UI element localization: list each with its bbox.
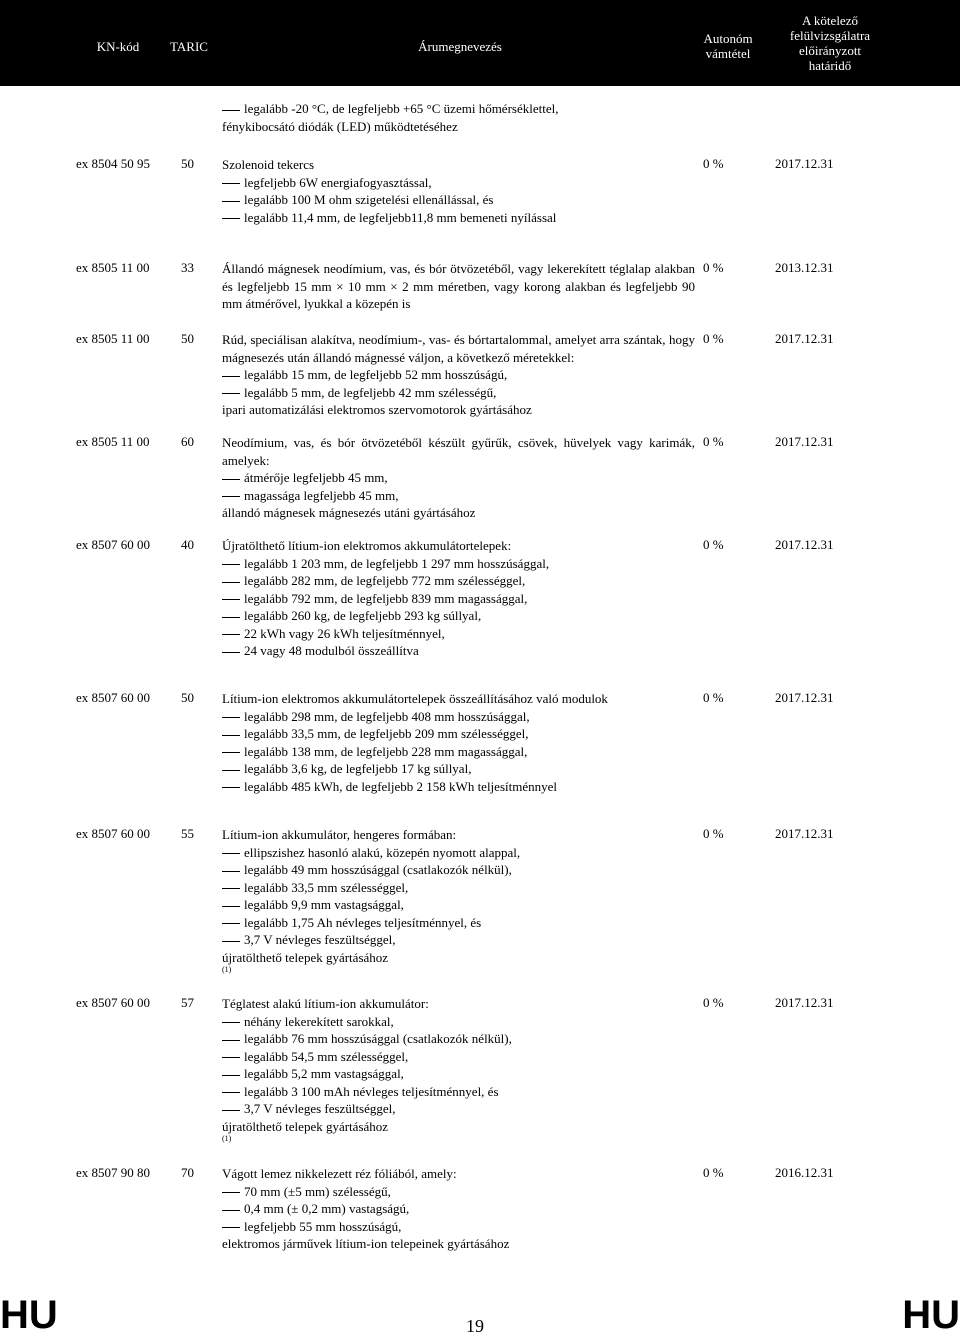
taric-code: 70 <box>181 1165 194 1180</box>
list-item <box>222 642 695 660</box>
review-date: 2017.12.31 <box>775 331 834 346</box>
header-taric: TARIC <box>170 39 208 54</box>
list-item <box>222 469 695 487</box>
dash-icon <box>222 787 240 788</box>
header-autonom-line: Autonóm <box>703 31 753 46</box>
review-date: 2017.12.31 <box>775 537 834 552</box>
taric-code: 60 <box>181 434 194 449</box>
list-item <box>222 607 695 625</box>
list-item-text: ellipszishez hasonló alakú, közepén nyomott alappal, <box>244 844 521 860</box>
dash-icon <box>222 735 240 736</box>
dash-icon <box>222 888 240 889</box>
list-item <box>222 100 692 118</box>
dash-icon <box>222 1210 240 1211</box>
dash-icon <box>222 1192 240 1193</box>
review-date: 2017.12.31 <box>775 690 834 705</box>
dash-icon <box>222 393 240 394</box>
list-item-text: legalább 282 mm, de legfeljebb 772 mm szélességgel, <box>244 573 526 588</box>
language-code-right: HU <box>902 1293 960 1337</box>
kn-code: ex 8507 90 80 <box>76 1165 151 1180</box>
description-outro: elektromos járművek lítium-ion telepeinek gyártásához <box>222 1236 510 1251</box>
description-intro: Szolenoid tekercs <box>222 157 315 172</box>
autonomous-rate: 0 % <box>703 826 724 841</box>
dash-icon <box>222 853 240 854</box>
description <box>222 156 695 226</box>
list-item <box>222 191 695 209</box>
dash-icon <box>222 1057 240 1058</box>
list-item <box>222 209 695 227</box>
dash-icon <box>222 752 240 753</box>
description <box>222 260 695 313</box>
list-item-text: legalább 76 mm hosszúsággal (csatlakozók nélkül), <box>244 1031 512 1046</box>
list-item-text: legalább 9,9 mm vastagsággal, <box>244 897 404 912</box>
header-autonom-line: vámtétel <box>705 46 751 61</box>
kn-code: ex 8507 60 00 <box>76 690 151 705</box>
list-item <box>222 931 695 949</box>
list-item-text: 70 mm (±5 mm) szélességű, <box>244 1183 391 1199</box>
dash-icon <box>222 717 240 718</box>
list-item-text: legalább 11,4 mm, de legfeljebb11,8 mm bemeneti nyílással <box>244 209 557 225</box>
list-item <box>222 743 695 761</box>
dash-icon <box>222 1092 240 1093</box>
taric-code: 50 <box>181 331 194 346</box>
list-item-text: 3,7 V névleges feszültséggel, <box>244 932 396 947</box>
description <box>222 1165 695 1253</box>
list-item <box>222 384 695 402</box>
kn-code: ex 8505 11 00 <box>76 434 150 449</box>
list-item-text: magassága legfeljebb 45 mm, <box>244 487 399 503</box>
list-item-text: 3,7 V névleges feszültséggel, <box>244 1101 396 1116</box>
list-item-text: legfeljebb 6W energiafogyasztással, <box>244 174 432 190</box>
list-item <box>222 879 695 897</box>
list-item-text: legalább 49 mm hosszúsággal (csatlakozók nélkül), <box>244 862 512 877</box>
dash-icon <box>222 871 240 872</box>
description-outro: újratölthető telepek gyártásához <box>222 1118 389 1134</box>
dash-icon <box>222 110 240 111</box>
list-item <box>222 844 695 862</box>
description-intro: Állandó mágnesek neodímium, vas, és bór ötvözetéből, vagy lekerekített téglalap alakban és legfeljebb 15 mm × 10 mm × 2 mm méretben, vagy korong alakban és legfeljebb 90 mm átmérővel, lyukkal a közepén is <box>222 261 695 311</box>
description-outro: újratölthető telepek gyártásához <box>222 949 389 965</box>
list-item <box>222 778 695 796</box>
list-item <box>222 1083 695 1101</box>
list-item-text: legalább 138 mm, de legfeljebb 228 mm magassággal, <box>244 743 528 759</box>
autonomous-rate: 0 % <box>703 434 724 449</box>
list-item-text: legalább 1 203 mm, de legfeljebb 1 297 mm hosszúsággal, <box>244 555 550 571</box>
list-item-text: legalább 298 mm, de legfeljebb 408 mm hosszúsággal, <box>244 708 530 724</box>
kn-code: ex 8507 60 00 <box>76 995 151 1010</box>
taric-code: 50 <box>181 156 194 171</box>
description-intro: Újratölthető lítium-ion elektromos akkumulátortelepek: <box>222 538 512 553</box>
list-item <box>222 174 695 192</box>
dash-icon <box>222 923 240 924</box>
language-code-left: HU <box>0 1293 58 1337</box>
dash-icon <box>222 582 240 583</box>
list-item <box>222 1183 695 1201</box>
header-arumegnevezes: Árumegnevezés <box>418 39 502 54</box>
header-autonom-vamtetel <box>688 31 768 61</box>
header-felulvizsgalat <box>775 13 885 73</box>
list-item <box>222 1200 695 1218</box>
description-intro: Rúd, speciálisan alakítva, neodímium-, vas- és bórtartalommal, amelyet arra szántak, hogy mágnesezés után állandó mágnessé váljon, a következő méretekkel: <box>222 332 695 365</box>
dash-icon <box>222 1040 240 1041</box>
footnote-marker: (1) <box>222 1134 232 1143</box>
dash-icon <box>222 183 240 184</box>
list-item-text: legalább 485 kWh, de legfeljebb 2 158 kWh teljesítménnyel <box>244 778 557 794</box>
description <box>222 537 695 660</box>
list-item-text: legalább 33,5 mm szélességgel, <box>244 879 409 895</box>
kn-code: ex 8507 60 00 <box>76 826 151 841</box>
review-date: 2016.12.31 <box>775 1165 834 1180</box>
list-item-text: legalább 54,5 mm szélességgel, <box>244 1048 409 1064</box>
list-item-text: legalább 260 kg, de legfeljebb 293 kg súllyal, <box>244 608 482 623</box>
list-item-text: átmérője legfeljebb 45 mm, <box>244 470 388 485</box>
description-intro: Vágott lemez nikkelezett réz fóliából, amely: <box>222 1166 457 1181</box>
list-item <box>222 896 695 914</box>
list-item-text: 22 kWh vagy 26 kWh teljesítménnyel, <box>244 625 445 641</box>
description <box>222 434 695 522</box>
dash-icon <box>222 1022 240 1023</box>
list-item-text: 24 vagy 48 modulból összeállítva <box>244 643 419 658</box>
kn-code: ex 8507 60 00 <box>76 537 151 552</box>
autonomous-rate: 0 % <box>703 995 724 1010</box>
taric-code: 40 <box>181 537 194 552</box>
list-item-text: legfeljebb 55 mm hosszúságú, <box>244 1218 402 1234</box>
page-number: 19 <box>466 1316 484 1336</box>
kn-code: ex 8505 11 00 <box>76 331 150 346</box>
list-item <box>222 861 695 879</box>
dash-icon <box>222 652 240 653</box>
list-item-text: legalább 5 mm, de legfeljebb 42 mm szélességű, <box>244 384 497 400</box>
list-item-text: legalább 792 mm, de legfeljebb 839 mm magassággal, <box>244 590 528 606</box>
review-date: 2017.12.31 <box>775 434 834 449</box>
description-outro: állandó mágnesek mágnesezés utáni gyártásához <box>222 505 476 520</box>
list-item <box>222 590 695 608</box>
list-item-text: legalább 3,6 kg, de legfeljebb 17 kg súllyal, <box>244 761 472 776</box>
list-item <box>222 1048 695 1066</box>
dash-icon <box>222 479 240 480</box>
footnote-marker: (1) <box>222 965 232 974</box>
list-item-text: legalább 5,2 mm vastagsággal, <box>244 1066 404 1081</box>
autonomous-rate: 0 % <box>703 1165 724 1180</box>
list-item <box>222 1030 695 1048</box>
autonomous-rate: 0 % <box>703 331 724 346</box>
autonomous-rate: 0 % <box>703 156 724 171</box>
dash-icon <box>222 941 240 942</box>
page-footer <box>0 1293 960 1337</box>
kn-code: ex 8504 50 95 <box>76 156 151 171</box>
dash-icon <box>222 1075 240 1076</box>
dash-icon <box>222 617 240 618</box>
list-item <box>222 572 695 590</box>
continuation-text <box>222 100 692 136</box>
header-felulvizsgalat-line: felülvizsgálatra <box>789 28 871 43</box>
list-item <box>222 487 695 505</box>
review-date: 2013.12.31 <box>775 260 834 275</box>
dash-icon <box>222 1227 240 1228</box>
dash-icon <box>222 218 240 219</box>
list-item-text: legalább 1,75 Ah névleges teljesítménnyel, és <box>244 914 482 930</box>
dash-icon <box>222 906 240 907</box>
taric-code: 50 <box>181 690 194 705</box>
dash-icon <box>222 770 240 771</box>
dash-icon <box>222 1110 240 1111</box>
list-item-text: 0,4 mm (± 0,2 mm) vastagságú, <box>244 1201 410 1216</box>
list-item-text: legalább -20 °C, de legfeljebb +65 °C üzemi hőmérséklettel, <box>244 101 559 116</box>
dash-icon <box>222 599 240 600</box>
description-intro: Lítium-ion elektromos akkumulátortelepek összeállításához való modulok <box>222 691 608 706</box>
kn-code: ex 8505 11 00 <box>76 260 150 275</box>
list-item <box>222 1100 695 1118</box>
list-item <box>222 1065 695 1083</box>
header-kn-kod: KN-kód <box>96 39 140 54</box>
list-item-text: néhány lekerekített sarokkal, <box>244 1013 394 1029</box>
description <box>222 995 695 1143</box>
autonomous-rate: 0 % <box>703 260 724 275</box>
dash-icon <box>222 376 240 377</box>
autonomous-rate: 0 % <box>703 690 724 705</box>
description-intro: Neodímium, vas, és bór ötvözetéből készült gyűrűk, csövek, hüvelyek vagy karimák, amelyek: <box>222 435 695 468</box>
taric-code: 33 <box>181 260 194 275</box>
taric-code: 57 <box>181 995 194 1010</box>
review-date: 2017.12.31 <box>775 826 834 841</box>
autonomous-rate: 0 % <box>703 537 724 552</box>
list-item-text: legalább 15 mm, de legfeljebb 52 mm hosszúságú, <box>244 367 508 382</box>
dash-icon <box>222 201 240 202</box>
list-item <box>222 1013 695 1031</box>
review-date: 2017.12.31 <box>775 156 834 171</box>
list-item <box>222 555 695 573</box>
list-item <box>222 760 695 778</box>
list-item-text: legalább 33,5 mm, de legfeljebb 209 mm szélességgel, <box>244 726 529 741</box>
list-item-text: legalább 100 M ohm szigetelési ellenállással, és <box>244 192 494 207</box>
header-felulvizsgalat-line: A kötelező <box>802 13 858 28</box>
description <box>222 690 695 795</box>
taric-code: 55 <box>181 826 194 841</box>
table-header <box>0 0 960 86</box>
review-date: 2017.12.31 <box>775 995 834 1010</box>
list-item-text: legalább 3 100 mAh névleges teljesítménnyel, és <box>244 1083 499 1099</box>
continuation-line: fénykibocsátó diódák (LED) működtetéséhez <box>222 119 458 134</box>
description <box>222 331 695 419</box>
list-item <box>222 1218 695 1236</box>
dash-icon <box>222 496 240 497</box>
list-item <box>222 914 695 932</box>
list-item <box>222 366 695 384</box>
header-felulvizsgalat-line: előirányzott <box>798 43 862 58</box>
dash-icon <box>222 564 240 565</box>
description-intro: Téglatest alakú lítium-ion akkumulátor: <box>222 996 429 1011</box>
list-item <box>222 708 695 726</box>
description-outro: ipari automatizálási elektromos szervomotorok gyártásához <box>222 402 532 417</box>
list-item <box>222 625 695 643</box>
header-felulvizsgalat-line: határidő <box>808 58 852 73</box>
list-item <box>222 725 695 743</box>
dash-icon <box>222 634 240 635</box>
description <box>222 826 695 974</box>
description-intro: Lítium-ion akkumulátor, hengeres formában: <box>222 827 457 842</box>
